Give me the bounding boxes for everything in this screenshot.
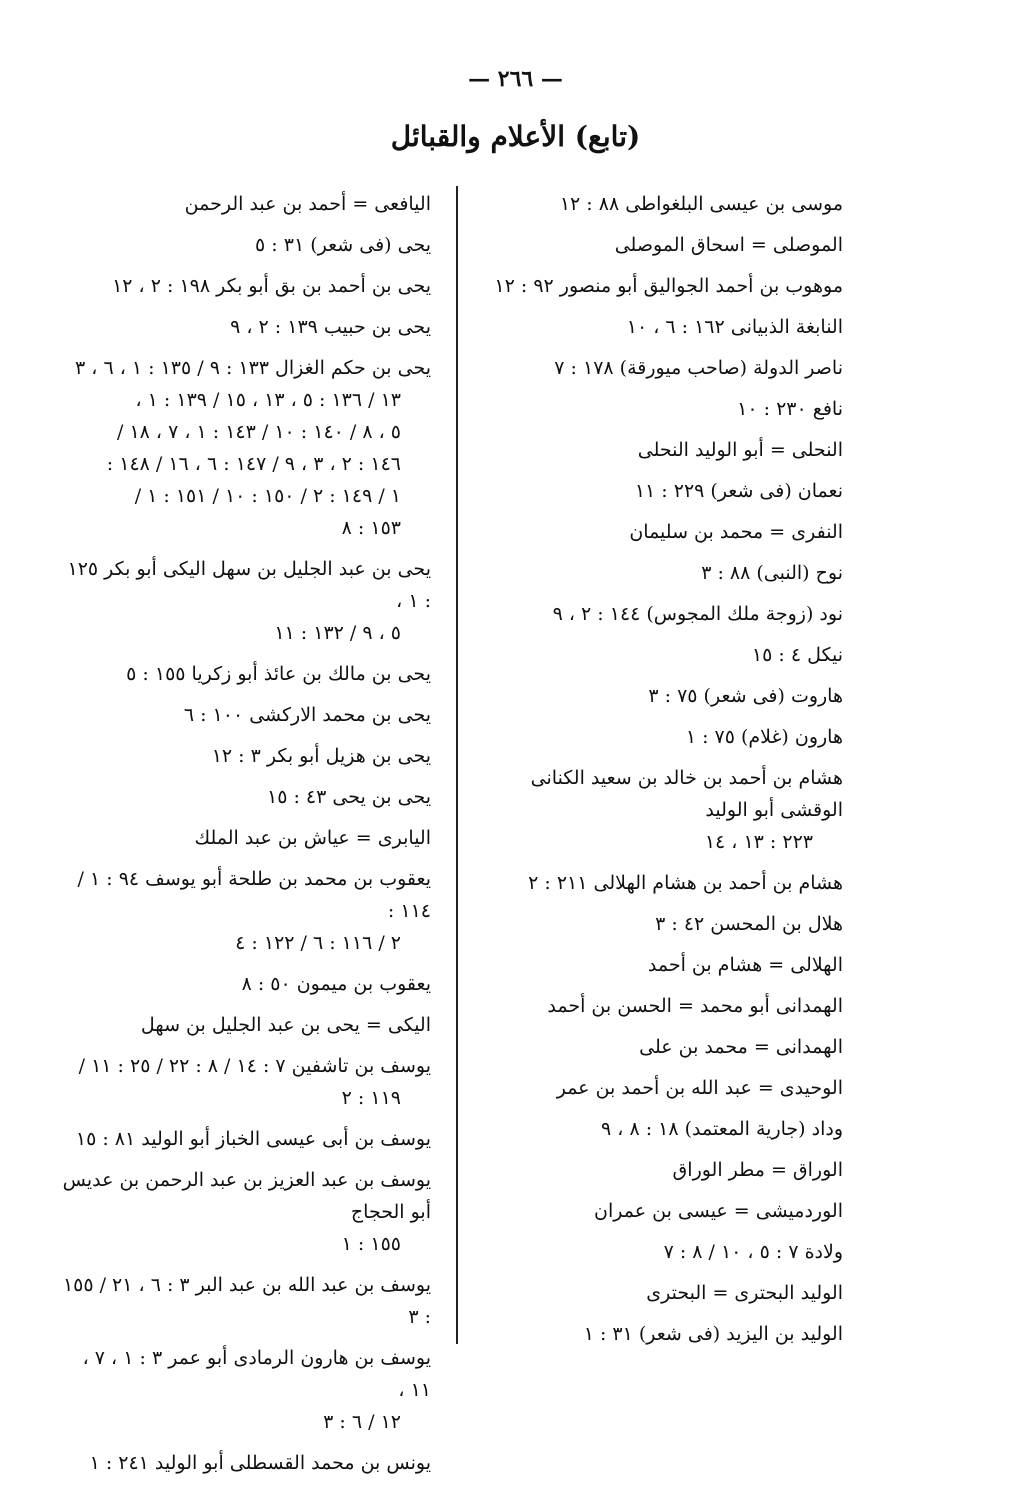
index-entry-text: يحى بن عبد الجليل بن سهل اليكى أبو بكر ١٢٥ : ١ ، [67, 558, 431, 612]
index-entry-text: النفرى = محمد بن سليمان [629, 521, 843, 543]
index-entry [59, 270, 431, 302]
index-entry-text: الوراق = مطر الوراق [672, 1159, 843, 1181]
index-entry [483, 475, 843, 507]
index-entry-text: اليكى = يحى بن عبد الجليل بن سهل [140, 1014, 431, 1036]
index-entry-text: الهلالى = هشام بن أحمد [647, 954, 843, 976]
index-entry-text: الهمدانى = محمد بن على [639, 1036, 843, 1058]
index-entry-text: هارون (غلام) ٧٥ : ١ [685, 726, 843, 748]
index-entry-continuation: ١٥٥ : ١ [341, 1233, 401, 1255]
index-entry [59, 968, 431, 1000]
index-entry-text: موسى بن عيسى البلغواطى ٨٨ : ١٢ [559, 193, 843, 215]
index-entry-text: يحى بن يحى ٤٣ : ١٥ [267, 786, 431, 808]
index-entry-text: يحى بن حبيب ١٣٩ : ٢ ، ٩ [230, 316, 431, 338]
index-entry-text: يوسف بن أبى عيسى الخباز أبو الوليد ٨١ : ١٥ [75, 1128, 431, 1150]
index-entry-continuation: ١٣ / ١٣٦ : ٥ ، ١٣ ، ١٥ / ١٣٩ : ١ ، [135, 389, 401, 411]
index-entry [59, 740, 431, 772]
index-entry-text: وداد (جارية المعتمد) ١٨ : ٨ ، ٩ [601, 1118, 843, 1140]
index-entry [59, 1164, 431, 1260]
index-entry-text: النابغة الذبيانى ١٦٢ : ٦ ، ١٠ [626, 316, 843, 338]
index-entry-text: اليافعى = أحمد بن عبد الرحمن [184, 193, 431, 215]
index-entry [59, 1342, 431, 1438]
index-entry [483, 639, 843, 671]
index-entry-text: الهمدانى أبو محمد = الحسن بن أحمد [547, 995, 843, 1017]
index-entry-text: يعقوب بن ميمون ٥٠ : ٨ [241, 973, 431, 995]
index-entry-text: هاروت (فى شعر) ٧٥ : ٣ [648, 685, 843, 707]
index-entry [59, 553, 431, 649]
index-entry-text: النحلى = أبو الوليد النحلى [637, 439, 843, 461]
index-entry [483, 908, 843, 940]
index-entry [483, 867, 843, 899]
index-entry [483, 1277, 843, 1309]
index-entry [483, 1236, 843, 1268]
index-entry-text: يونس بن محمد القسطلى أبو الوليد ٢٤١ : ١ [89, 1452, 431, 1474]
index-entry-text: ناصر الدولة (صاحب ميورقة) ١٧٨ : ٧ [554, 357, 843, 379]
index-entry [483, 516, 843, 548]
index-entry-text: الوردميشى = عيسى بن عمران [594, 1200, 843, 1222]
index-entry [483, 762, 843, 858]
index-entry [59, 1447, 431, 1479]
index-entry-continuation: ١٤٦ : ٢ ، ٣ ، ٩ / ١٤٧ : ٦ ، ١٦ / ١٤٨ : [106, 453, 401, 475]
index-entry [483, 270, 843, 302]
section-title: (تابع) الأعلام والقبائل [390, 120, 641, 153]
index-entry [59, 311, 431, 343]
index-entry-text: موهوب بن أحمد الجواليق أبو منصور ٩٢ : ١٢ [494, 275, 843, 297]
index-entry [483, 598, 843, 630]
index-entry [483, 680, 843, 712]
index-entry [59, 658, 431, 690]
index-entry [59, 699, 431, 731]
index-entry [483, 1195, 843, 1227]
index-entry [483, 434, 843, 466]
index-entry [59, 1050, 431, 1114]
index-entry-continuation: ٢ / ١١٦ : ٦ / ١٢٢ : ٤ [235, 932, 401, 954]
index-entry-text: يحى بن هزيل أبو بكر ٣ : ١٢ [211, 745, 431, 767]
index-entry [483, 393, 843, 425]
index-entry-text: الموصلى = اسحاق الموصلى [614, 234, 843, 256]
index-entry [59, 1009, 431, 1041]
index-entry [483, 311, 843, 343]
index-entry-text: يحى بن مالك بن عائذ أبو زكريا ١٥٥ : ٥ [126, 663, 431, 685]
index-entry-text: نيكل ٤ : ١٥ [751, 644, 843, 666]
index-entry [59, 352, 431, 544]
index-entry-text: نعمان (فى شعر) ٢٢٩ : ١١ [634, 480, 843, 502]
index-entry-text: نود (زوجة ملك المجوس) ١٤٤ : ٢ ، ٩ [552, 603, 843, 625]
index-entry-text: الوليد البحترى = البحترى [646, 1282, 843, 1304]
index-entry [59, 188, 431, 220]
page-number: — ٢٦٦ — [468, 66, 563, 92]
index-entry [59, 822, 431, 854]
index-entry [59, 1269, 431, 1333]
index-entry [483, 1072, 843, 1104]
index-entry [483, 949, 843, 981]
index-entry [483, 188, 843, 220]
index-entry [483, 229, 843, 261]
column-divider [456, 186, 458, 1344]
index-entry-continuation: ١ / ١٤٩ : ٢ / ١٥٠ : ١٠ / ١٥١ : ١ / [134, 485, 401, 507]
index-entry [59, 229, 431, 261]
index-entry-text: نوح (النبى) ٨٨ : ٣ [701, 562, 843, 584]
index-entry [483, 990, 843, 1022]
index-entry-text: هشام بن أحمد بن هشام الهلالى ٢١١ : ٢ [528, 872, 843, 894]
index-entry-text: يوسف بن عبد الله بن عبد البر ٣ : ٦ ، ٢١ / ١٥٥ : ٣ [62, 1274, 431, 1328]
index-entry-text: نافع ٢٣٠ : ١٠ [737, 398, 843, 420]
index-entry [483, 557, 843, 589]
index-entry-continuation: ١٢ / ٦ : ٣ [323, 1411, 401, 1433]
index-entry [483, 352, 843, 384]
index-entry [483, 1154, 843, 1186]
index-entry-text: يحى بن أحمد بن بق أبو بكر ١٩٨ : ٢ ، ١٢ [112, 275, 431, 297]
index-entry-text: يحى بن محمد الاركشى ١٠٠ : ٦ [183, 704, 431, 726]
index-entry-text: هشام بن أحمد بن خالد بن سعيد الكنانى الوقشى أبو الوليد [530, 767, 843, 821]
index-entry-text: يحى (فى شعر) ٣١ : ٥ [255, 234, 431, 256]
index-entry-continuation: ٥ ، ٨ / ١٤٠ : ١٠ / ١٤٣ : ١ ، ٧ ، ١٨ / [116, 421, 401, 443]
index-entry-continuation: ١٥٣ : ٨ [341, 517, 401, 539]
index-entry [59, 781, 431, 813]
index-entry-text: هلال بن المحسن ٤٢ : ٣ [655, 913, 843, 935]
index-entry-text: اليابرى = عياش بن عبد الملك [194, 827, 431, 849]
index-entry [483, 1318, 843, 1350]
index-entry-continuation: ١١٩ : ٢ [341, 1087, 401, 1109]
index-entry [59, 1123, 431, 1155]
index-entry [483, 721, 843, 753]
index-entry-text: يوسف بن هارون الرمادى أبو عمر ٣ : ١ ، ٧ ، ١١ ، [82, 1347, 431, 1401]
index-entry [483, 1113, 843, 1145]
index-entry-text: ولادة ٧ : ٥ ، ١٠ / ٨ : ٧ [663, 1241, 843, 1263]
index-entry-continuation: ٥ ، ٩ / ١٣٢ : ١١ [274, 622, 401, 644]
index-column-left [59, 188, 431, 1488]
index-entry-text: الوليد بن اليزيد (فى شعر) ٣١ : ١ [583, 1323, 843, 1345]
index-column-right [483, 188, 843, 1359]
index-entry-text: يعقوب بن محمد بن طلحة أبو يوسف ٩٤ : ١ / ١١٤ : [77, 868, 431, 922]
index-entry-text: يوسف بن تاشفين ٧ : ١٤ / ٨ : ٢٢ / ٢٥ : ١١ / [78, 1055, 431, 1077]
index-entry [483, 1031, 843, 1063]
index-entry-continuation: ٢٢٣ : ١٣ ، ١٤ [704, 831, 813, 853]
index-entry-text: الوحيدى = عبد الله بن أحمد بن عمر [556, 1077, 843, 1099]
index-entry-text: يوسف بن عبد العزيز بن عبد الرحمن بن عديس أبو الحجاج [62, 1169, 431, 1223]
index-entry-text: يحى بن حكم الغزال ١٣٣ : ٩ / ١٣٥ : ١ ، ٦ ، ٣ [75, 357, 431, 379]
index-entry [59, 863, 431, 959]
